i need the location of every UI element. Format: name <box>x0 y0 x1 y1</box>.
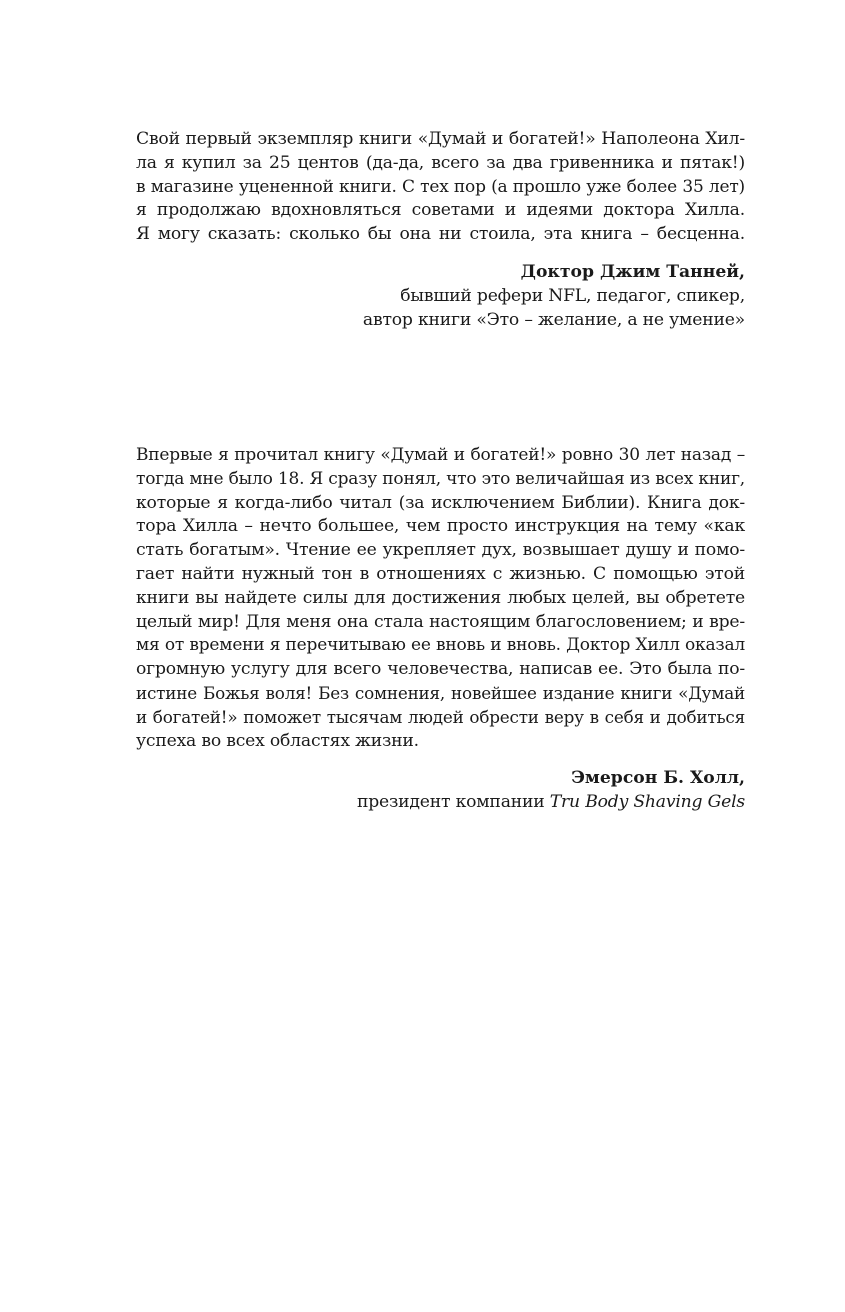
text-line: мя от времени я перечитываю ее вновь и вновь. Доктор Хилл оказал <box>136 635 745 656</box>
text-line: тогда мне было 18. Я сразу понял, что это величайшая из всех книг, <box>136 468 745 489</box>
text-line: Я могу сказать: сколько бы она ни стоила, эта книга – бесценна. <box>136 224 745 245</box>
text-line: и богатей!» поможет тысячам людей обрести веру в себя и добиться <box>136 706 745 727</box>
text-line: целый мир! Для меня она стала настоящим благословением; и вре- <box>136 611 745 632</box>
text-line: Впервые я прочитал книгу «Думай и богатей!» ровно 30 лет назад – <box>136 445 745 465</box>
author-name: Доктор Джим Танней, <box>520 261 745 282</box>
text-line: гает найти нужный тон в отношениях с жизнью. С помощью этой <box>136 563 745 584</box>
text-line: которые я когда-либо читал (за исключением Библии). Книга док- <box>136 492 745 513</box>
author-role: бывший рефери NFL, педагог, спикер, <box>400 285 745 306</box>
role-prefix: президент компании <box>356 792 550 813</box>
text-line: тора Хилла – нечто большее, чем просто инструкция на тему «как <box>136 516 745 537</box>
author-name: Эмерсон Б. Холл, <box>571 768 745 789</box>
testimonial-1 <box>136 128 745 332</box>
text-line: огромную услугу для всего человечества, написав ее. Это была по- <box>136 659 745 680</box>
text-line: стать богатым». Чтение ее укрепляет дух, возвышает душу и помо- <box>136 540 745 561</box>
text-line: ла я купил за 25 центов (да-да, всего за два гривенника и пятак!) <box>136 152 745 173</box>
text-line: книги вы найдете силы для достижения любых целей, вы обретете <box>136 587 745 608</box>
text-line: Свой первый экземпляр книги «Думай и богатей!» Наполеона Хил- <box>136 129 745 149</box>
text-line: в магазине уцененной книги. С тех пор (а прошло уже более 35 лет) <box>136 176 745 197</box>
text-line: успеха во всех областях жизни. <box>136 730 419 751</box>
testimonial-1-text <box>136 128 745 247</box>
author-role <box>136 791 745 815</box>
text-line: я продолжаю вдохновляться советами и идеями доктора Хилла. <box>136 200 745 221</box>
testimonial-2-attribution <box>136 767 745 815</box>
author-role: автор книги «Это – желание, а не умение» <box>362 309 745 330</box>
testimonial-2 <box>136 444 745 815</box>
testimonial-2-text <box>136 444 745 753</box>
company-name: Tru Body Shaving Gels <box>549 792 745 813</box>
testimonial-1-attribution <box>136 261 745 332</box>
text-line: истине Божья воля! Без сомнения, новейшее издание книги «Думай <box>136 682 745 703</box>
